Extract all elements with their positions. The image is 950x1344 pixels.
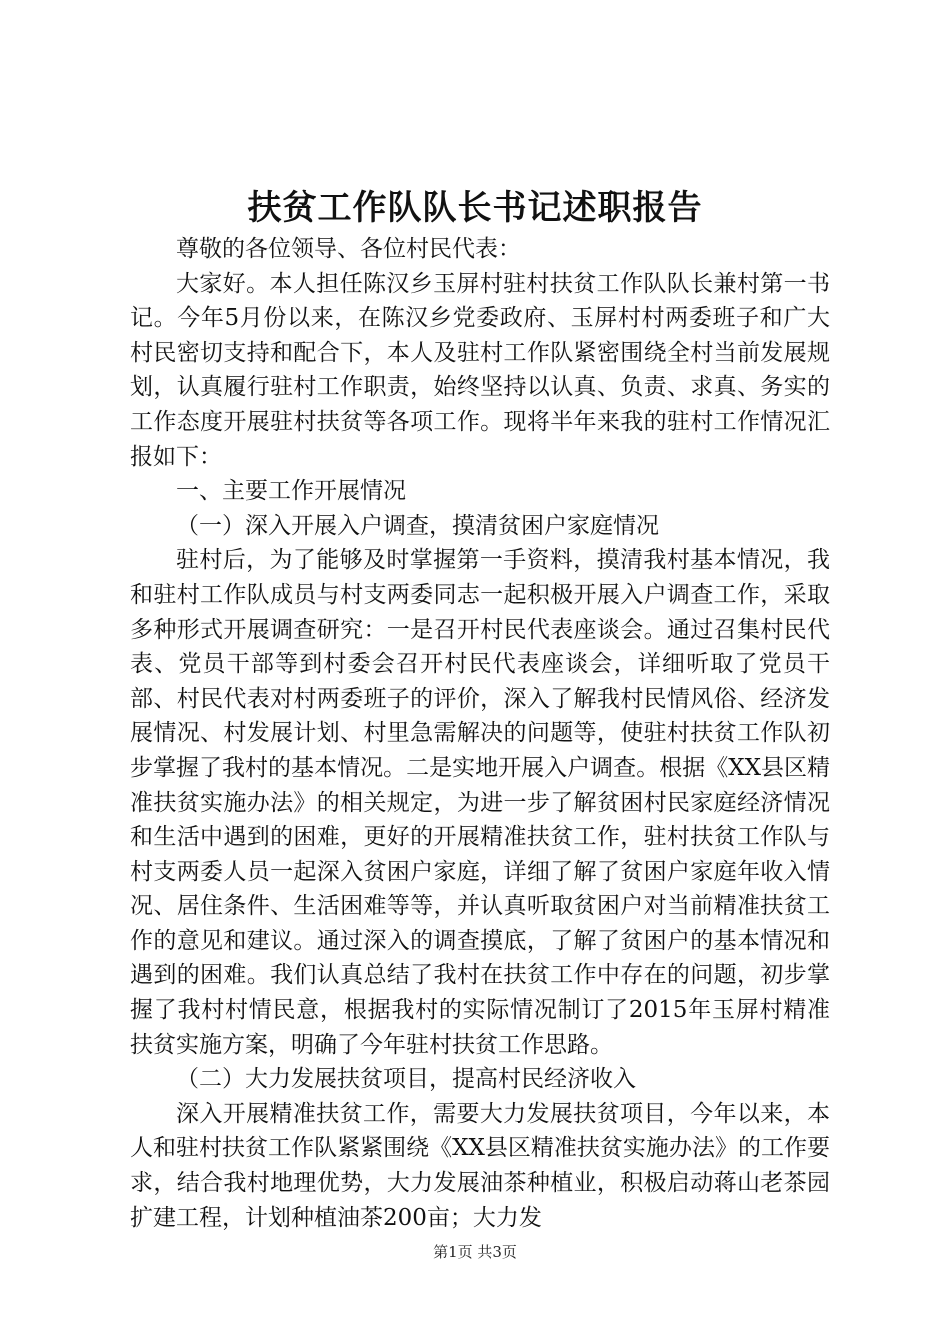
body-paragraph-1: 驻村后，为了能够及时掌握第一手资料，摸清我村基本情况，我和驻村工作队成员与村支两委同志一起积极开展入户调查工作，采取多种形式开展调查研究：一是召开村民代表座谈会。通过召集村民代表、党员干部等到村委会召开村民代表座谈会，详细听取了党员干部、村民代表对村两委班子的评价，深入了解我村民情风俗、经济发展情况、村发展计划、村里急需解决的问题等，使驻村扶贫工作队初步掌握了我村的基本情况。二是实地开展入户调查。根据《XX县区精准扶贫实施办法》的相关规定，为进一步了解贫困村民家庭经济情况和生活中遇到的困难，更好的开展精准扶贫工作，驻村扶贫工作队与村支两委人员一起深入贫困户家庭，详细了解了贫困户家庭年收入情况、居住条件、生活困难等等，并认真听取贫困户对当前精准扶贫工作的意见和建议。通过深入的调查摸底，了解了贫困户的基本情况和遇到的困难。我们认真总结了我村在扶贫工作中存在的问题，初步掌握了我村村情民意，根据我村的实际情况制订了2015年玉屏村精准扶贫实施方案，明确了今年驻村扶贫工作思路。 (130, 547, 830, 1058)
section-heading: 一、主要工作开展情况 (176, 478, 406, 505)
body-paragraph-2: 深入开展精准扶贫工作，需要大力发展扶贫项目，今年以来，本人和驻村扶贫工作队紧紧围绕《XX县区精准扶贫实施办法》的工作要求，结合我村地理优势，大力发展油茶种植业，积极启动蒋山老茶园扩建工程，计划种植油茶200亩；大力发 (130, 1100, 830, 1231)
page-number: 第1页 共3页 (433, 1243, 517, 1261)
document-title: 扶贫工作队队长书记述职报告 (247, 188, 703, 228)
intro-paragraph: 大家好。本人担任陈汉乡玉屏村驻村扶贫工作队队长兼村第一书记。今年5月份以来，在陈汉乡党委政府、玉屏村村两委班子和广大村民密切支持和配合下，本人及驻村工作队紧密围绕全村当前发展规划，认真履行驻村工作职责，始终坚持以认真、负责、求真、务实的工作态度开展驻村扶贫等各项工作。现将半年来我的驻村工作情况汇报如下： (130, 270, 830, 470)
subsection-heading-1: （一）深入开展入户调查，摸清贫困户家庭情况 (176, 512, 659, 539)
document-body (130, 232, 830, 1235)
subsection-heading-2: （二）大力发展扶贫项目，提高村民经济收入 (176, 1066, 636, 1093)
salutation: 尊敬的各位领导、各位村民代表： (176, 236, 521, 262)
